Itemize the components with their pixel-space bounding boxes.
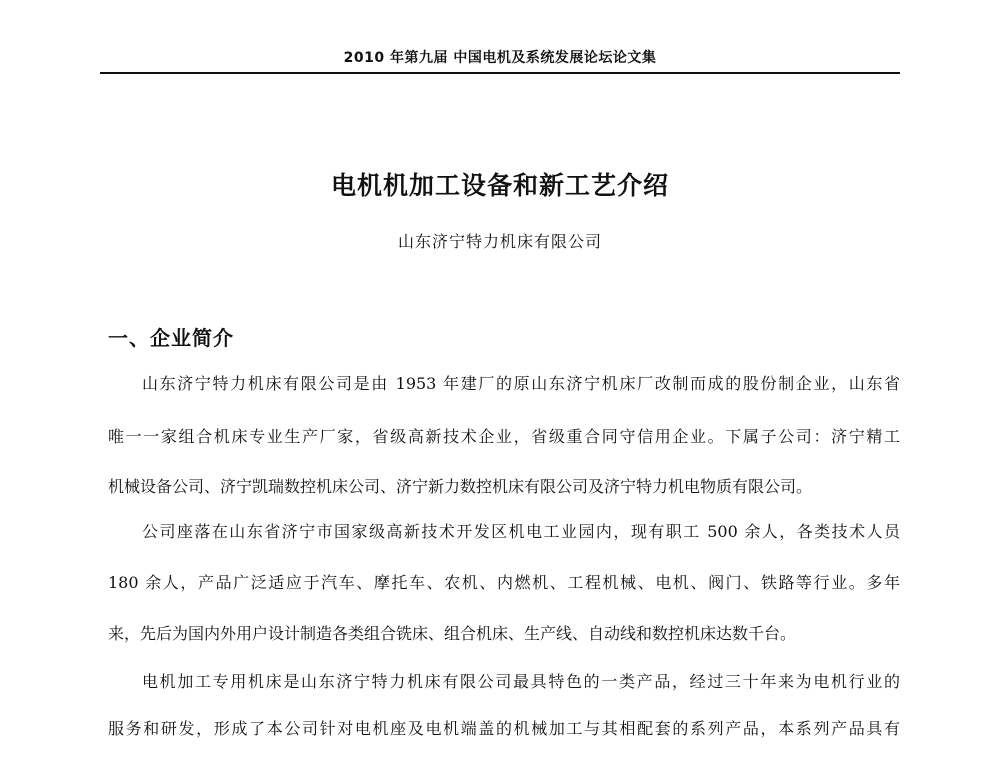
paragraph-line: 机械设备公司、济宁凯瑞数控机床公司、济宁新力数控机床有限公司及济宁特力机电物质有限公司。 <box>108 477 813 496</box>
paragraph-line: 服务和研发，形成了本公司针对电机座及电机端盖的机械加工与其相配套的系列产品，本系列产品具有 <box>108 719 900 738</box>
section-heading: 一、企业简介 <box>108 326 234 350</box>
running-header: 2010 年第九届 中国电机及系统发展论坛论文集 <box>343 50 657 66</box>
paragraph-line: 来，先后为国内外用户设计制造各类组合铣床、组合机床、生产线、自动线和数控机床达数千台。 <box>108 624 797 643</box>
paragraph-line: 180 余人，产品广泛适应于汽车、摩托车、农机、内燃机、工程机械、电机、阀门、铁路等行业。多年 <box>108 573 900 592</box>
paragraph-line: 唯一一家组合机床专业生产厂家，省级高新技术企业，省级重合同守信用企业。下属子公司：济宁精工 <box>108 427 900 446</box>
author-affiliation: 山东济宁特力机床有限公司 <box>397 232 602 251</box>
paragraph-line: 山东济宁特力机床有限公司是由 1953 年建厂的原山东济宁机床厂改制而成的股份制企业，山东省 <box>142 374 900 393</box>
paragraph-line: 电机加工专用机床是山东济宁特力机床有限公司最具特色的一类产品，经过三十年来为电机行业的 <box>142 672 900 691</box>
header-rule <box>100 72 900 74</box>
paper-title: 电机机加工设备和新工艺介绍 <box>330 171 669 200</box>
paragraph-line: 公司座落在山东省济宁市国家级高新技术开发区机电工业园内，现有职工 500 余人，各类技术人员 <box>142 522 900 541</box>
